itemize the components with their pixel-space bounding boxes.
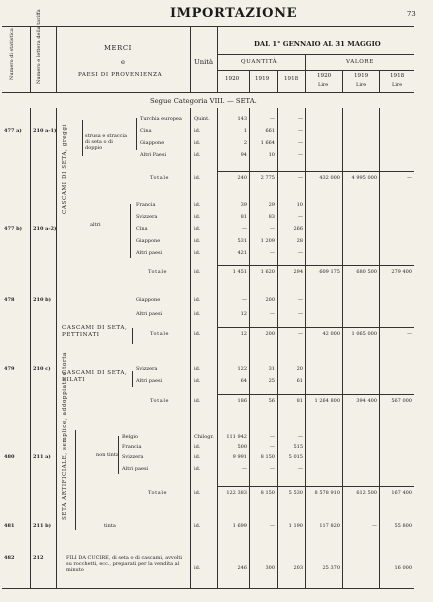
bracket — [132, 328, 133, 344]
value-cell: — — [298, 250, 303, 256]
value-cell: — — [270, 311, 275, 317]
value-cell: 16 000 — [394, 565, 412, 571]
row-label: Altri paesi — [136, 250, 163, 256]
unit-cell: id. — [194, 398, 201, 404]
value-cell: 240 — [237, 175, 247, 181]
col-header-stat: Numero di statistica — [9, 28, 15, 80]
header-rule — [217, 54, 414, 55]
body-rule — [30, 108, 31, 588]
table-top-rule — [2, 26, 414, 27]
unit-cell: id. — [194, 140, 201, 146]
value-cell: 279 400 — [391, 269, 412, 275]
value-cell: 122 383 — [226, 490, 247, 496]
value-cell: 8 150 — [260, 490, 275, 496]
total-rule — [217, 327, 414, 328]
row-label: Totale — [148, 269, 168, 275]
body-rule — [305, 108, 306, 588]
unit-cell: id. — [194, 202, 201, 208]
value-cell: 25 — [268, 378, 275, 384]
col-header-valore: VALORE — [346, 59, 374, 65]
unit-cell: id. — [194, 490, 201, 496]
unit-cell: id. — [194, 226, 201, 232]
value-cell: 12 — [240, 311, 247, 317]
col-rule — [342, 70, 343, 92]
unit-cell: id. — [194, 297, 201, 303]
value-cell: 94 — [240, 152, 247, 158]
unit-cell: id. — [194, 214, 201, 220]
group-seta-artificiale: SETA ARTIFICIALE, semplice, addoppiata o torta — [62, 352, 68, 520]
unit-cell: id. — [194, 128, 201, 134]
value-cell: 8 578 910 — [314, 490, 340, 496]
value-cell: 56 — [268, 398, 275, 404]
value-cell: — — [242, 226, 247, 232]
value-cell: 394 400 — [356, 398, 377, 404]
value-cell: 567 000 — [391, 398, 412, 404]
row-label: Giappone — [136, 297, 161, 303]
value-cell: — — [298, 311, 303, 317]
body-rule — [249, 108, 250, 588]
col-rule — [305, 54, 306, 92]
tariff-number: 212 — [33, 555, 44, 561]
row-label: Totale — [148, 490, 168, 496]
stat-number: 477 a) — [4, 128, 22, 134]
value-cell: 20 — [296, 366, 303, 372]
unit-cell: id. — [194, 152, 201, 158]
bracket — [82, 120, 83, 156]
value-cell: 29 — [268, 202, 275, 208]
value-cell: 42 000 — [322, 331, 340, 337]
value-cell: 2 — [243, 140, 247, 146]
tariff-number: 210 a-1) — [33, 128, 57, 134]
value-cell: 143 — [237, 116, 247, 122]
page-number: 73 — [407, 10, 416, 18]
row-label: Cina — [136, 226, 148, 232]
row-label: Altri paesi — [136, 378, 163, 384]
row-label: Altri Paesi — [140, 152, 167, 158]
col-rule — [277, 70, 278, 92]
value-cell: — — [270, 116, 275, 122]
value-cell: 421 — [237, 250, 247, 256]
value-cell: — — [298, 152, 303, 158]
value-cell: 203 — [293, 565, 303, 571]
value-cell: 531 — [237, 238, 247, 244]
row-label: Totale — [150, 331, 170, 337]
unit-cell: id. — [194, 565, 201, 571]
value-cell: 1 209 — [260, 238, 275, 244]
row-label: Altri paesi — [122, 466, 149, 472]
col-rule — [249, 70, 250, 92]
value-cell: 661 — [265, 128, 275, 134]
header-rule — [217, 70, 414, 71]
stat-number: 481 — [4, 523, 15, 529]
value-cell: 83 — [268, 214, 275, 220]
row-label: FILI DA CUCIRE, di seta o di cascami, avvolti su rocchetti, ecc., preparati per la vendita al minuto — [66, 555, 182, 573]
group-cascami-greggi: CASCAMI DI SETA, greggi — [62, 124, 68, 214]
value-cell: — — [298, 116, 303, 122]
total-rule — [217, 394, 414, 395]
value-cell: — — [298, 466, 303, 472]
value-cell: 1 620 — [260, 269, 275, 275]
col-header-e: e — [121, 58, 126, 66]
year-q-1919: 1919 — [255, 76, 270, 82]
row-label: Totale — [150, 175, 170, 181]
value-cell: — — [270, 434, 275, 440]
value-cell: 10 — [268, 152, 275, 158]
col-header-paesi: PAESI DI PROVENIENZA — [78, 72, 163, 78]
value-cell: 12 — [240, 331, 247, 337]
unit-cell: id. — [194, 331, 201, 337]
value-cell: 609 175 — [319, 269, 340, 275]
unit-cell: id. — [194, 378, 201, 384]
value-cell: — — [298, 331, 303, 337]
table-bottom-rule — [2, 588, 414, 589]
year-v-1918: 1918 — [390, 73, 405, 79]
value-cell: 31 — [268, 366, 275, 372]
unit-cell: id. — [194, 466, 201, 472]
value-cell: 167 400 — [391, 490, 412, 496]
tariff-number: 210 a-2) — [33, 226, 57, 232]
value-cell: 500 — [237, 444, 247, 450]
unit-cell: Chilogr. — [194, 434, 214, 440]
value-cell: 8 150 — [260, 454, 275, 460]
value-cell: 200 — [265, 331, 275, 337]
value-cell: 1 264 800 — [314, 398, 340, 404]
value-cell: — — [298, 128, 303, 134]
year-v-1920: 1920 — [317, 73, 332, 79]
value-cell: 1 451 — [232, 269, 247, 275]
year-q-1918: 1918 — [284, 76, 299, 82]
value-cell: — — [298, 140, 303, 146]
value-cell: 186 — [237, 398, 247, 404]
tariff-number: 210 b) — [33, 297, 52, 303]
value-cell: 680 500 — [356, 269, 377, 275]
value-cell: — — [270, 250, 275, 256]
group-cascami-filati: CASCAMI DI SETA, FILATI — [62, 370, 128, 383]
value-cell: 1 664 — [260, 140, 275, 146]
value-cell: 55 800 — [394, 523, 412, 529]
row-label: Giappone — [140, 140, 165, 146]
body-rule — [342, 108, 343, 588]
row-label: Giappone — [136, 238, 161, 244]
section-heading: Segue Categoria VIII. — SETA. — [150, 97, 257, 105]
bracket — [132, 371, 133, 387]
unit-cell: id. — [194, 444, 201, 450]
value-cell: 64 — [240, 378, 247, 384]
bracket — [136, 118, 137, 150]
stat-number: 479 — [4, 366, 15, 372]
row-label: Turchia europea — [140, 116, 182, 122]
value-cell: 300 — [265, 565, 275, 571]
unit-cell: id. — [194, 454, 201, 460]
value-cell: — — [407, 175, 412, 181]
unit-cell: id. — [194, 175, 201, 181]
value-cell: 246 — [237, 565, 247, 571]
row-label: Altri paesi — [136, 311, 163, 317]
value-cell: 1 699 — [232, 523, 247, 529]
body-rule — [190, 108, 191, 588]
bracket — [75, 430, 76, 530]
value-cell: 81 — [240, 214, 247, 220]
value-cell: — — [242, 466, 247, 472]
value-cell: 200 — [265, 297, 275, 303]
unit-cell: Quint. — [194, 116, 210, 122]
row-label: Francia — [122, 444, 142, 450]
value-cell: — — [270, 523, 275, 529]
stat-number: 480 — [4, 454, 15, 460]
year-q-1920: 1920 — [225, 76, 240, 82]
col-header-unita: Unità — [194, 58, 214, 66]
col-rule — [56, 26, 57, 92]
stat-number: 478 — [4, 297, 15, 303]
value-cell: — — [298, 297, 303, 303]
value-cell: 1 190 — [288, 523, 303, 529]
group-straccia: strusa e straccia di seta o di doppio — [85, 133, 127, 151]
value-cell: — — [372, 523, 377, 529]
col-header-tariffa: Numero e lettera della tariffa — [36, 9, 42, 84]
unit-cell: id. — [194, 250, 201, 256]
row-label: tinta — [104, 523, 116, 529]
row-label: Francia — [136, 202, 156, 208]
value-cell: 39 — [240, 202, 247, 208]
row-label: Totale — [150, 398, 170, 404]
value-cell: — — [270, 466, 275, 472]
body-rule — [217, 108, 218, 588]
value-cell: 10 — [296, 202, 303, 208]
group-altri: altri — [90, 222, 101, 228]
total-rule — [217, 265, 414, 266]
tariff-number: 211 b) — [33, 523, 52, 529]
unit-cell: id. — [194, 238, 201, 244]
col-rule — [30, 26, 31, 92]
row-label: Belgio — [122, 434, 139, 440]
value-cell: 117 820 — [319, 523, 340, 529]
value-cell: 5 530 — [288, 490, 303, 496]
value-cell: 5 015 — [288, 454, 303, 460]
value-cell: — — [298, 434, 303, 440]
value-cell: 515 — [293, 444, 303, 450]
group-cascami-pettinati: CASCAMI DI SETA, PETTINATI — [62, 325, 128, 338]
body-rule — [56, 108, 57, 588]
value-cell: 432 000 — [319, 175, 340, 181]
value-cell: 1 — [243, 128, 247, 134]
tariff-number: 210 c) — [33, 366, 51, 372]
stat-number: 477 b) — [4, 226, 23, 232]
value-cell: — — [242, 297, 247, 303]
row-label: Cina — [140, 128, 152, 134]
value-cell: 266 — [293, 226, 303, 232]
lire-label: Lire — [392, 82, 403, 88]
value-cell: 294 — [293, 269, 303, 275]
value-cell: — — [298, 175, 303, 181]
unit-cell: id. — [194, 269, 201, 275]
row-label: Svizzera — [136, 214, 158, 220]
stat-number: 482 — [4, 555, 15, 561]
value-cell: 25 370 — [322, 565, 340, 571]
value-cell: — — [298, 214, 303, 220]
page-title: IMPORTAZIONE — [170, 6, 298, 21]
value-cell: 81 — [296, 398, 303, 404]
unit-cell: id. — [194, 523, 201, 529]
lire-label: Lire — [318, 82, 329, 88]
value-cell: 612 500 — [356, 490, 377, 496]
total-rule — [217, 171, 414, 172]
value-cell: 9 991 — [232, 454, 247, 460]
unit-cell: id. — [194, 366, 201, 372]
body-rule — [277, 108, 278, 588]
group-non-tinta: non tinta — [96, 452, 119, 458]
value-cell: 2 775 — [260, 175, 275, 181]
value-cell: 122 — [237, 366, 247, 372]
row-label: Svizzera — [136, 366, 158, 372]
year-v-1919: 1919 — [354, 73, 369, 79]
value-cell: — — [270, 226, 275, 232]
total-rule — [217, 486, 414, 487]
col-rule — [379, 70, 380, 92]
header-bottom-rule — [2, 92, 414, 93]
lire-label: Lire — [356, 82, 367, 88]
col-header-quantita: QUANTITÀ — [241, 59, 278, 65]
value-cell: 1 065 000 — [351, 331, 377, 337]
unit-cell: id. — [194, 311, 201, 317]
value-cell: — — [270, 444, 275, 450]
col-header-merci: MERCI — [104, 44, 132, 52]
row-label: Svizzera — [122, 454, 144, 460]
bracket — [118, 436, 119, 474]
col-rule — [217, 26, 218, 92]
value-cell: 28 — [296, 238, 303, 244]
value-cell: 111 942 — [226, 434, 247, 440]
body-rule — [379, 108, 380, 588]
value-cell: 61 — [296, 378, 303, 384]
col-header-period: DAL 1° GENNAIO AL 31 MAGGIO — [254, 40, 381, 48]
bracket — [130, 204, 131, 258]
value-cell: 4 995 000 — [351, 175, 377, 181]
value-cell: — — [407, 331, 412, 337]
tariff-number: 211 a) — [33, 454, 51, 460]
col-rule — [190, 26, 191, 92]
